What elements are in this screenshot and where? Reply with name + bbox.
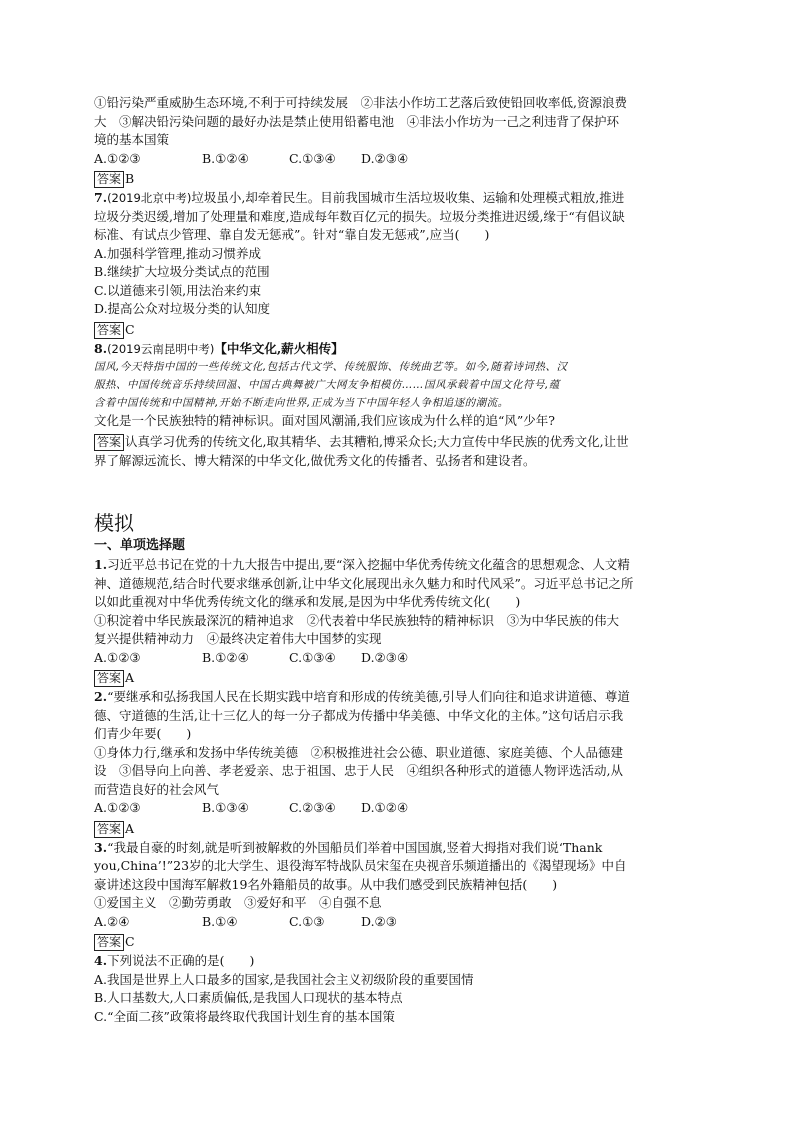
answer-tag: 答案 xyxy=(94,434,124,451)
statement-line: ①身体力行,继承和发扬中华传统美德 ②积极推进社会公德、职业道德、家庭美德、个人品德建 xyxy=(94,744,623,760)
question-source: (2019北京中考) xyxy=(107,191,192,205)
mock-question-1 xyxy=(94,556,708,687)
question-8 xyxy=(94,340,708,471)
question-6-continuation xyxy=(94,94,708,188)
question-7 xyxy=(94,189,708,339)
option-a: A.②④ xyxy=(94,913,130,929)
statement-line: ①积淀着中华民族最深沉的精神追求 ②代表着中华民族独特的精神标识 ③为中华民族的伟大 xyxy=(94,612,620,628)
stem-line: 神、道德规范,结合时代要求继承创新,让中华文化展现出永久魅力和时代风采”。习近平总书记之所 xyxy=(94,575,634,591)
question-source: (2019云南昆明中考) xyxy=(107,341,215,356)
stem-line: 标准、有试点少管理、靠自发无惩戒”。针对“靠自发无惩戒”,应当( ) xyxy=(94,227,490,242)
option-d: D.②③④ xyxy=(361,649,409,665)
option-a: A.①②③ xyxy=(94,800,141,815)
choice-c: C.“全面二孩”政策将最终取代我国计划生育的基本国策 xyxy=(94,1008,395,1024)
option-b: B.①③④ xyxy=(202,800,249,815)
option-b: B.①②④ xyxy=(202,649,249,665)
stem-line: 以如此重视对中华优秀传统文化的继承和发展,是因为中华优秀传统文化( ) xyxy=(94,594,521,609)
choice-a: A.我国是世界上人口最多的国家,是我国社会主义初级阶段的重要国情 xyxy=(94,971,474,987)
material-line: 含着中国传统和中国精神,开始不断走向世界,正成为当下中国年轻人争相追逐的潮流。 xyxy=(94,397,509,409)
question-number: 8. xyxy=(94,340,108,356)
answer-value: C xyxy=(125,321,135,337)
option-d: D.②③ xyxy=(361,913,397,929)
statement-line: 大 ③解决铅污染问题的最好办法是禁止使用铅蓄电池 ④非法小作坊为一己之利违背了保护环 xyxy=(94,113,620,129)
question-number: 2. xyxy=(94,689,108,704)
answer-value: A xyxy=(125,670,135,685)
stem-line: 豪讲述这段中国海军解救19名外籍船员的故事。从中我们感受到民族精神包括( ) xyxy=(94,876,558,892)
option-b: B.①④ xyxy=(202,913,238,929)
answer-tag: 答案 xyxy=(94,821,124,838)
option-b: B.①②④ xyxy=(202,150,249,166)
answer-value: A xyxy=(125,820,135,836)
option-c: C.①③④ xyxy=(289,150,336,166)
question-stem: 1.习近平总书记在党的十九大报告中提出,要“深入挖掘中华优秀传统文化蕴含的思想观念、人文精 xyxy=(94,557,630,572)
option-c: C.①③ xyxy=(289,913,325,929)
answer-line xyxy=(94,169,708,188)
option-c: C.①③④ xyxy=(289,649,336,665)
option-a: A.①②③ xyxy=(94,649,141,665)
answer-line xyxy=(94,320,708,339)
material-line: 服热、中国传统音乐持续回温、中国古典舞被广大网友争相模仿……国风承载着中国文化符号,蕴 xyxy=(94,379,560,391)
statement-line: 设 ③倡导向上向善、孝老爱亲、忠于祖国、忠于人民 ④组织各种形式的道德人物评选活动,从 xyxy=(94,763,623,778)
question-stem xyxy=(94,340,708,359)
statement-line: 境的基本国策 xyxy=(94,132,170,147)
option-d: D.②③④ xyxy=(361,150,409,166)
answer-line xyxy=(94,432,708,451)
choice-a: A.加强科学管理,推动习惯养成 xyxy=(94,245,261,261)
question-stem: 2.“要继承和弘扬我国人民在长期实践中培育和形成的传统美德,引导人们向往和追求讲道德、尊道 xyxy=(94,689,630,704)
option-row xyxy=(94,799,708,818)
answer-line xyxy=(94,819,708,838)
question-number: 4. xyxy=(94,953,108,968)
answer-tag: 答案 xyxy=(94,670,124,687)
answer-line xyxy=(94,932,708,951)
mock-question-2 xyxy=(94,688,708,838)
statement-line: 复兴提供精神动力 ④最终决定着伟大中国梦的实现 xyxy=(94,631,382,646)
question-stem: 7.(2019北京中考)垃圾虽小,却牵着民生。目前我国城市生活垃圾收集、运输和处理模式粗放,推进 xyxy=(94,190,625,205)
choice-c: C.以道德来引领,用法治来约束 xyxy=(94,282,262,298)
option-row xyxy=(94,150,708,169)
section-subheading: 一、单项选择题 xyxy=(94,538,186,553)
answer-tag: 答案 xyxy=(94,322,124,339)
answer-text-cont: 界了解源远流长、博大精深的中华文化,做优秀文化的传播者、弘扬者和建设者。 xyxy=(94,452,536,468)
mock-question-3 xyxy=(94,839,708,952)
option-a: A.①②③ xyxy=(94,150,141,166)
answer-value: B xyxy=(125,171,135,186)
stem-line: 垃圾分类迟缓,增加了处理量和难度,造成每年数百亿元的损失。垃圾分类推进迟缓,缘于“有倡议缺 xyxy=(94,208,625,224)
question-number: 7. xyxy=(94,190,108,205)
question-number: 3. xyxy=(94,839,108,855)
statement-line: ①爱国主义 ②勤劳勇敢 ③爱好和平 ④自强不息 xyxy=(94,895,382,910)
stem-line: 德、守道德的生活,让十三亿人的每一分子都成为传播中华美德、中华文化的主体。”这句话启示我 xyxy=(94,707,624,723)
option-c: C.②③④ xyxy=(289,800,336,815)
section-title: 模拟 xyxy=(94,511,134,535)
answer-text: 认真学习优秀的传统文化,取其精华、去其糟粕,博采众长;大力宣传中华民族的优秀文化,让世 xyxy=(125,433,629,449)
option-row xyxy=(94,913,708,932)
stem-line: 们青少年要( ) xyxy=(94,726,192,741)
material-line: 国风,今天特指中国的一些传统文化,包括古代文学、传统服饰、传统曲艺等。如今,随着诗词热、汉 xyxy=(94,361,568,373)
question-number: 1. xyxy=(94,557,108,572)
choice-b: B.人口基数大,人口素质偏低,是我国人口现状的基本特点 xyxy=(94,990,403,1005)
choice-d: D.提高公众对垃圾分类的认知度 xyxy=(94,301,271,316)
choice-b: B.继续扩大垃圾分类试点的范围 xyxy=(94,264,270,279)
question-stem: 4.下列说法不正确的是( ) xyxy=(94,953,255,968)
answer-tag: 答案 xyxy=(94,934,124,951)
answer-value: C xyxy=(125,934,135,949)
answer-tag: 答案 xyxy=(94,171,124,188)
statement-line: 而营造良好的社会风气 xyxy=(94,781,220,797)
option-row xyxy=(94,649,708,668)
stem-line: you,China’!”23岁的北大学生、退役海军特战队员宋玺在央视音乐频道播出的《渴望现场》中自 xyxy=(94,858,627,873)
document-page xyxy=(94,94,708,1026)
statement-line: ①铅污染严重威胁生态环境,不利于可持续发展 ②非法小作坊工艺落后致使铅回收率低,资源浪费 xyxy=(94,95,627,110)
answer-line xyxy=(94,668,708,687)
question-stem: 3.“我最自豪的时刻,就是听到被解救的外国船员们举着中国国旗,竖着大拇指对我们说‘Thank xyxy=(94,839,603,855)
option-d: D.①②④ xyxy=(361,800,409,815)
question-prompt: 文化是一个民族独特的精神标识。面对国风潮涌,我们应该成为什么样的追“风”少年? xyxy=(94,413,555,428)
question-title: 【中华文化,薪火相传】 xyxy=(214,340,344,356)
mock-question-4 xyxy=(94,952,708,1026)
